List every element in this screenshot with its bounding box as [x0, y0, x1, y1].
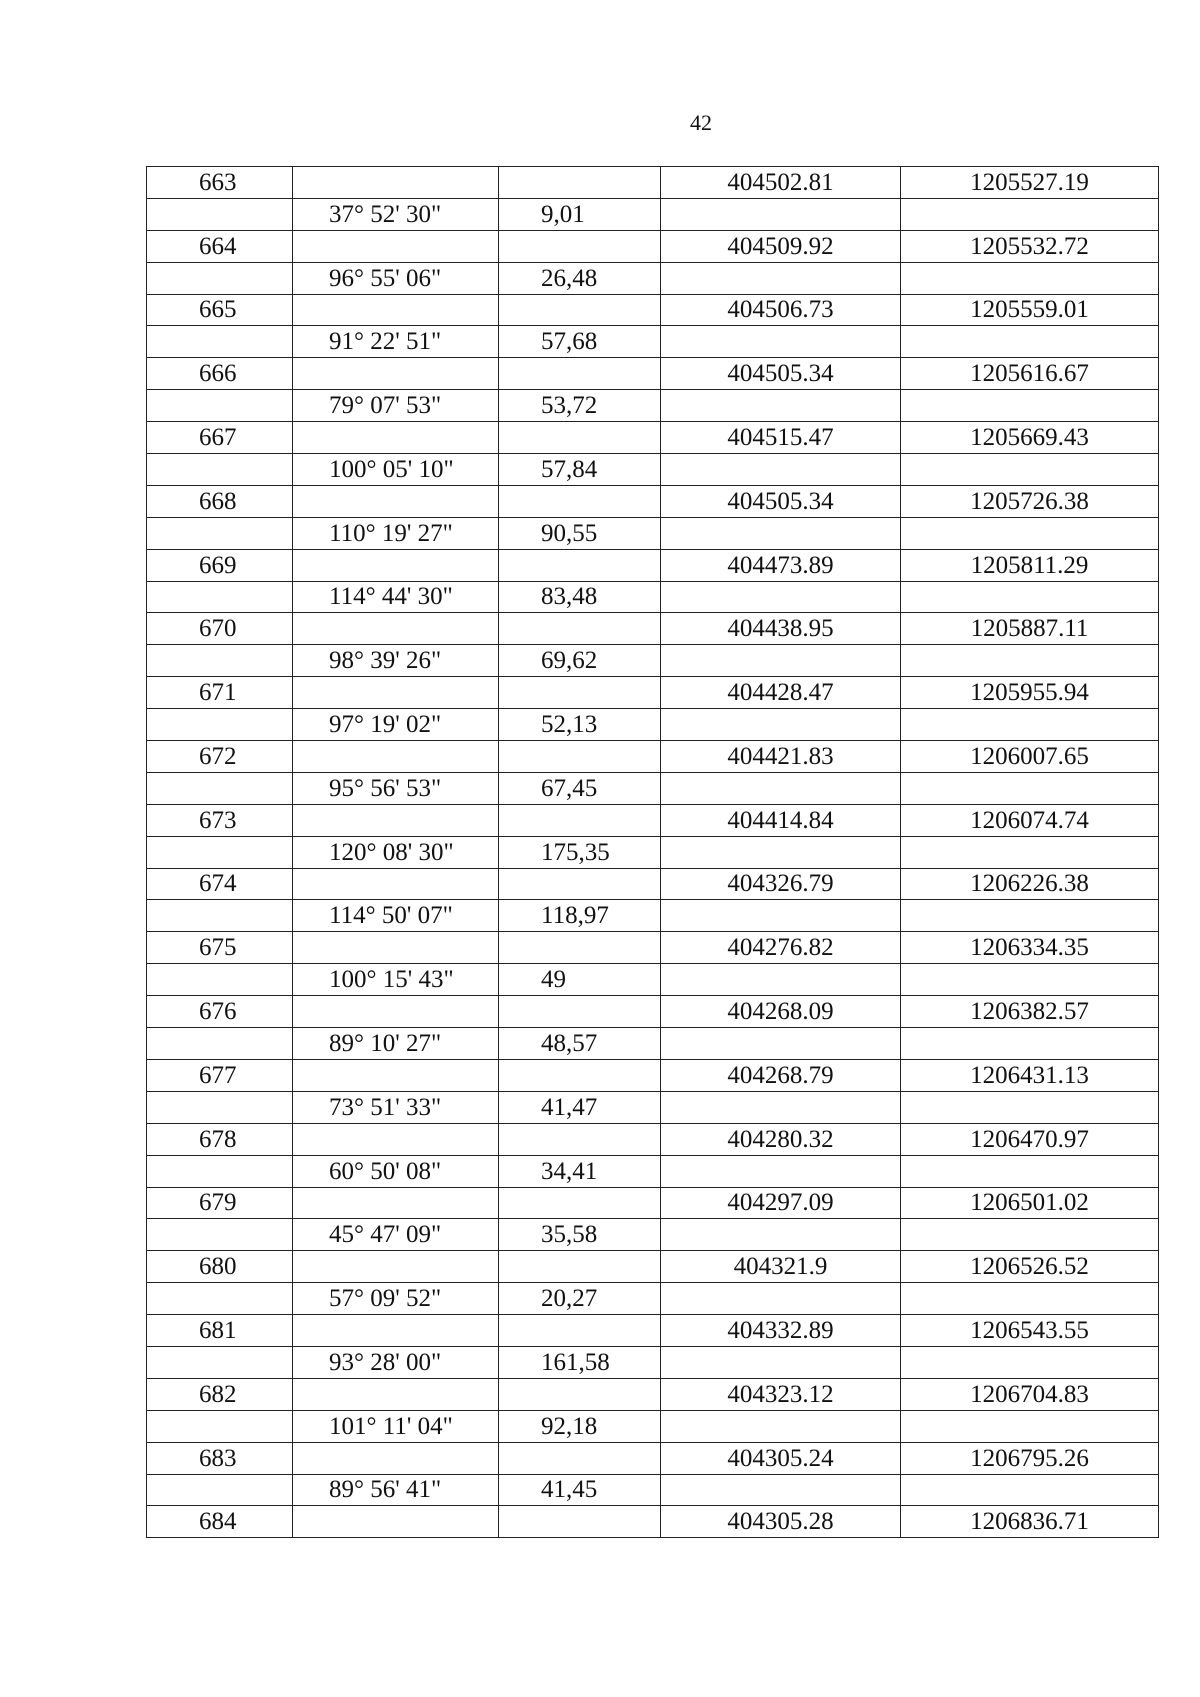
table-row — [147, 1442, 1159, 1474]
y-coordinate-cell — [901, 836, 1159, 868]
angle-cell — [293, 932, 499, 964]
x-coordinate-cell: 404321.9 — [661, 1251, 901, 1283]
y-coordinate-cell — [901, 1346, 1159, 1378]
angle-cell — [293, 1506, 499, 1538]
point-number-cell: 663 — [147, 167, 293, 199]
angle-cell — [293, 996, 499, 1028]
length-cell: 175,35 — [499, 836, 661, 868]
table-row — [147, 262, 1159, 294]
y-coordinate-cell — [901, 198, 1159, 230]
point-number-cell: 684 — [147, 1506, 293, 1538]
angle-cell: 37° 52' 30" — [293, 198, 499, 230]
length-cell: 53,72 — [499, 390, 661, 422]
angle-cell: 110° 19' 27" — [293, 517, 499, 549]
angle-cell: 100° 05' 10" — [293, 454, 499, 486]
table-row — [147, 1346, 1159, 1378]
point-number-cell — [147, 1474, 293, 1506]
table-row — [147, 1059, 1159, 1091]
y-coordinate-cell: 1206526.52 — [901, 1251, 1159, 1283]
y-coordinate-cell: 1205669.43 — [901, 422, 1159, 454]
point-number-cell — [147, 1155, 293, 1187]
length-cell — [499, 422, 661, 454]
y-coordinate-cell — [901, 390, 1159, 422]
table-row — [147, 517, 1159, 549]
length-cell — [499, 677, 661, 709]
length-cell — [499, 358, 661, 390]
table-row — [147, 1315, 1159, 1347]
y-coordinate-cell: 1205616.67 — [901, 358, 1159, 390]
x-coordinate-cell — [661, 836, 901, 868]
x-coordinate-cell: 404280.32 — [661, 1123, 901, 1155]
angle-cell: 114° 44' 30" — [293, 581, 499, 613]
point-number-cell — [147, 709, 293, 741]
point-number-cell: 682 — [147, 1378, 293, 1410]
x-coordinate-cell: 404473.89 — [661, 549, 901, 581]
table-row — [147, 1251, 1159, 1283]
length-cell: 20,27 — [499, 1283, 661, 1315]
y-coordinate-cell — [901, 581, 1159, 613]
angle-cell: 73° 51' 33" — [293, 1091, 499, 1123]
angle-cell: 96° 55' 06" — [293, 262, 499, 294]
point-number-cell: 673 — [147, 804, 293, 836]
y-coordinate-cell: 1206431.13 — [901, 1059, 1159, 1091]
table-row — [147, 1474, 1159, 1506]
length-cell — [499, 1378, 661, 1410]
x-coordinate-cell — [661, 1219, 901, 1251]
point-number-cell — [147, 772, 293, 804]
angle-cell — [293, 549, 499, 581]
length-cell — [499, 868, 661, 900]
angle-cell: 45° 47' 09" — [293, 1219, 499, 1251]
y-coordinate-cell — [901, 1283, 1159, 1315]
x-coordinate-cell: 404515.47 — [661, 422, 901, 454]
length-cell — [499, 167, 661, 199]
length-cell: 52,13 — [499, 709, 661, 741]
y-coordinate-cell: 1205532.72 — [901, 230, 1159, 262]
point-number-cell — [147, 836, 293, 868]
y-coordinate-cell — [901, 1155, 1159, 1187]
length-cell — [499, 1059, 661, 1091]
angle-cell: 114° 50' 07" — [293, 900, 499, 932]
x-coordinate-cell — [661, 517, 901, 549]
length-cell: 9,01 — [499, 198, 661, 230]
table-row — [147, 900, 1159, 932]
length-cell: 161,58 — [499, 1346, 661, 1378]
table-row — [147, 422, 1159, 454]
point-number-cell — [147, 262, 293, 294]
angle-cell — [293, 485, 499, 517]
point-number-cell — [147, 454, 293, 486]
x-coordinate-cell — [661, 709, 901, 741]
table-row — [147, 581, 1159, 613]
point-number-cell: 670 — [147, 613, 293, 645]
table-row — [147, 613, 1159, 645]
table-row — [147, 1506, 1159, 1538]
table-row — [147, 1155, 1159, 1187]
y-coordinate-cell: 1206334.35 — [901, 932, 1159, 964]
angle-cell — [293, 1059, 499, 1091]
x-coordinate-cell — [661, 454, 901, 486]
x-coordinate-cell: 404505.34 — [661, 358, 901, 390]
length-cell — [499, 1506, 661, 1538]
point-number-cell: 664 — [147, 230, 293, 262]
angle-cell: 101° 11' 04" — [293, 1410, 499, 1442]
y-coordinate-cell: 1206007.65 — [901, 741, 1159, 773]
table-row — [147, 1410, 1159, 1442]
x-coordinate-cell: 404502.81 — [661, 167, 901, 199]
point-number-cell — [147, 390, 293, 422]
length-cell: 49 — [499, 964, 661, 996]
x-coordinate-cell — [661, 964, 901, 996]
y-coordinate-cell — [901, 900, 1159, 932]
point-number-cell — [147, 1283, 293, 1315]
y-coordinate-cell — [901, 645, 1159, 677]
x-coordinate-cell: 404509.92 — [661, 230, 901, 262]
length-cell — [499, 1442, 661, 1474]
length-cell: 48,57 — [499, 1028, 661, 1060]
point-number-cell: 677 — [147, 1059, 293, 1091]
point-number-cell: 669 — [147, 549, 293, 581]
length-cell: 118,97 — [499, 900, 661, 932]
y-coordinate-cell — [901, 454, 1159, 486]
angle-cell: 79° 07' 53" — [293, 390, 499, 422]
y-coordinate-cell: 1205726.38 — [901, 485, 1159, 517]
table-row — [147, 868, 1159, 900]
y-coordinate-cell — [901, 517, 1159, 549]
angle-cell: 98° 39' 26" — [293, 645, 499, 677]
x-coordinate-cell — [661, 262, 901, 294]
x-coordinate-cell — [661, 390, 901, 422]
angle-cell — [293, 1315, 499, 1347]
length-cell — [499, 485, 661, 517]
length-cell: 57,84 — [499, 454, 661, 486]
coordinates-table-body — [147, 167, 1159, 1538]
length-cell: 41,45 — [499, 1474, 661, 1506]
angle-cell — [293, 677, 499, 709]
angle-cell — [293, 230, 499, 262]
table-row — [147, 167, 1159, 199]
x-coordinate-cell — [661, 326, 901, 358]
length-cell: 26,48 — [499, 262, 661, 294]
y-coordinate-cell — [901, 1474, 1159, 1506]
table-row — [147, 1187, 1159, 1219]
point-number-cell — [147, 581, 293, 613]
y-coordinate-cell: 1206501.02 — [901, 1187, 1159, 1219]
x-coordinate-cell: 404438.95 — [661, 613, 901, 645]
y-coordinate-cell — [901, 709, 1159, 741]
y-coordinate-cell: 1205955.94 — [901, 677, 1159, 709]
x-coordinate-cell — [661, 581, 901, 613]
x-coordinate-cell — [661, 1091, 901, 1123]
length-cell: 92,18 — [499, 1410, 661, 1442]
x-coordinate-cell: 404276.82 — [661, 932, 901, 964]
angle-cell: 100° 15' 43" — [293, 964, 499, 996]
point-number-cell — [147, 645, 293, 677]
table-row — [147, 836, 1159, 868]
table-row — [147, 294, 1159, 326]
y-coordinate-cell — [901, 1091, 1159, 1123]
y-coordinate-cell: 1206704.83 — [901, 1378, 1159, 1410]
y-coordinate-cell — [901, 1219, 1159, 1251]
angle-cell — [293, 358, 499, 390]
length-cell — [499, 804, 661, 836]
x-coordinate-cell: 404326.79 — [661, 868, 901, 900]
y-coordinate-cell — [901, 262, 1159, 294]
angle-cell: 89° 56' 41" — [293, 1474, 499, 1506]
length-cell — [499, 613, 661, 645]
angle-cell — [293, 1123, 499, 1155]
y-coordinate-cell: 1205811.29 — [901, 549, 1159, 581]
point-number-cell: 672 — [147, 741, 293, 773]
length-cell: 34,41 — [499, 1155, 661, 1187]
x-coordinate-cell — [661, 1283, 901, 1315]
x-coordinate-cell: 404323.12 — [661, 1378, 901, 1410]
angle-cell — [293, 1251, 499, 1283]
x-coordinate-cell: 404414.84 — [661, 804, 901, 836]
angle-cell — [293, 1442, 499, 1474]
table-row — [147, 709, 1159, 741]
table-row — [147, 772, 1159, 804]
x-coordinate-cell: 404297.09 — [661, 1187, 901, 1219]
y-coordinate-cell: 1206543.55 — [901, 1315, 1159, 1347]
point-number-cell: 671 — [147, 677, 293, 709]
x-coordinate-cell — [661, 1346, 901, 1378]
x-coordinate-cell: 404428.47 — [661, 677, 901, 709]
point-number-cell — [147, 1028, 293, 1060]
point-number-cell — [147, 517, 293, 549]
x-coordinate-cell: 404421.83 — [661, 741, 901, 773]
y-coordinate-cell: 1206074.74 — [901, 804, 1159, 836]
table-row — [147, 1091, 1159, 1123]
y-coordinate-cell: 1206836.71 — [901, 1506, 1159, 1538]
point-number-cell: 683 — [147, 1442, 293, 1474]
table-row — [147, 964, 1159, 996]
table-row — [147, 741, 1159, 773]
angle-cell — [293, 167, 499, 199]
length-cell — [499, 1251, 661, 1283]
x-coordinate-cell: 404332.89 — [661, 1315, 901, 1347]
table-row — [147, 326, 1159, 358]
point-number-cell: 678 — [147, 1123, 293, 1155]
table-row — [147, 485, 1159, 517]
y-coordinate-cell: 1206470.97 — [901, 1123, 1159, 1155]
length-cell — [499, 1187, 661, 1219]
point-number-cell: 676 — [147, 996, 293, 1028]
length-cell: 67,45 — [499, 772, 661, 804]
angle-cell: 91° 22' 51" — [293, 326, 499, 358]
y-coordinate-cell — [901, 772, 1159, 804]
point-number-cell: 666 — [147, 358, 293, 390]
table-row — [147, 645, 1159, 677]
x-coordinate-cell — [661, 645, 901, 677]
x-coordinate-cell: 404505.34 — [661, 485, 901, 517]
angle-cell — [293, 804, 499, 836]
y-coordinate-cell: 1205527.19 — [901, 167, 1159, 199]
point-number-cell — [147, 326, 293, 358]
length-cell — [499, 741, 661, 773]
length-cell — [499, 932, 661, 964]
angle-cell: 57° 09' 52" — [293, 1283, 499, 1315]
length-cell — [499, 1123, 661, 1155]
length-cell — [499, 549, 661, 581]
x-coordinate-cell: 404268.09 — [661, 996, 901, 1028]
x-coordinate-cell: 404268.79 — [661, 1059, 901, 1091]
y-coordinate-cell: 1205887.11 — [901, 613, 1159, 645]
y-coordinate-cell: 1206382.57 — [901, 996, 1159, 1028]
point-number-cell — [147, 1410, 293, 1442]
table-row — [147, 390, 1159, 422]
angle-cell — [293, 294, 499, 326]
point-number-cell: 680 — [147, 1251, 293, 1283]
point-number-cell — [147, 1346, 293, 1378]
length-cell: 35,58 — [499, 1219, 661, 1251]
angle-cell: 97° 19' 02" — [293, 709, 499, 741]
table-row — [147, 358, 1159, 390]
angle-cell: 120° 08' 30" — [293, 836, 499, 868]
table-row — [147, 454, 1159, 486]
point-number-cell — [147, 1091, 293, 1123]
table-row — [147, 230, 1159, 262]
angle-cell — [293, 1187, 499, 1219]
coordinates-table — [146, 166, 1159, 1538]
table-row — [147, 198, 1159, 230]
x-coordinate-cell — [661, 1028, 901, 1060]
y-coordinate-cell — [901, 326, 1159, 358]
angle-cell — [293, 1378, 499, 1410]
angle-cell — [293, 613, 499, 645]
point-number-cell: 665 — [147, 294, 293, 326]
table-row — [147, 804, 1159, 836]
point-number-cell — [147, 964, 293, 996]
page-number: 42 — [690, 110, 712, 135]
length-cell — [499, 996, 661, 1028]
table-row — [147, 1028, 1159, 1060]
point-number-cell: 681 — [147, 1315, 293, 1347]
angle-cell — [293, 868, 499, 900]
table-row — [147, 1219, 1159, 1251]
length-cell: 41,47 — [499, 1091, 661, 1123]
x-coordinate-cell — [661, 772, 901, 804]
x-coordinate-cell — [661, 900, 901, 932]
y-coordinate-cell: 1206226.38 — [901, 868, 1159, 900]
x-coordinate-cell: 404305.24 — [661, 1442, 901, 1474]
length-cell: 69,62 — [499, 645, 661, 677]
length-cell — [499, 1315, 661, 1347]
y-coordinate-cell: 1205559.01 — [901, 294, 1159, 326]
length-cell: 83,48 — [499, 581, 661, 613]
y-coordinate-cell: 1206795.26 — [901, 1442, 1159, 1474]
length-cell: 90,55 — [499, 517, 661, 549]
table-row — [147, 549, 1159, 581]
angle-cell: 93° 28' 00" — [293, 1346, 499, 1378]
angle-cell: 60° 50' 08" — [293, 1155, 499, 1187]
y-coordinate-cell — [901, 964, 1159, 996]
angle-cell — [293, 741, 499, 773]
y-coordinate-cell — [901, 1410, 1159, 1442]
table-row — [147, 1378, 1159, 1410]
point-number-cell: 675 — [147, 932, 293, 964]
x-coordinate-cell — [661, 1410, 901, 1442]
angle-cell: 89° 10' 27" — [293, 1028, 499, 1060]
x-coordinate-cell: 404305.28 — [661, 1506, 901, 1538]
x-coordinate-cell — [661, 1474, 901, 1506]
point-number-cell — [147, 1219, 293, 1251]
length-cell — [499, 294, 661, 326]
x-coordinate-cell: 404506.73 — [661, 294, 901, 326]
length-cell — [499, 230, 661, 262]
length-cell: 57,68 — [499, 326, 661, 358]
table-row — [147, 677, 1159, 709]
point-number-cell: 679 — [147, 1187, 293, 1219]
point-number-cell: 668 — [147, 485, 293, 517]
point-number-cell — [147, 198, 293, 230]
table-row — [147, 932, 1159, 964]
x-coordinate-cell — [661, 198, 901, 230]
y-coordinate-cell — [901, 1028, 1159, 1060]
x-coordinate-cell — [661, 1155, 901, 1187]
point-number-cell: 674 — [147, 868, 293, 900]
table-row — [147, 996, 1159, 1028]
table-row — [147, 1283, 1159, 1315]
table-row — [147, 1123, 1159, 1155]
angle-cell — [293, 422, 499, 454]
point-number-cell — [147, 900, 293, 932]
angle-cell: 95° 56' 53" — [293, 772, 499, 804]
point-number-cell: 667 — [147, 422, 293, 454]
